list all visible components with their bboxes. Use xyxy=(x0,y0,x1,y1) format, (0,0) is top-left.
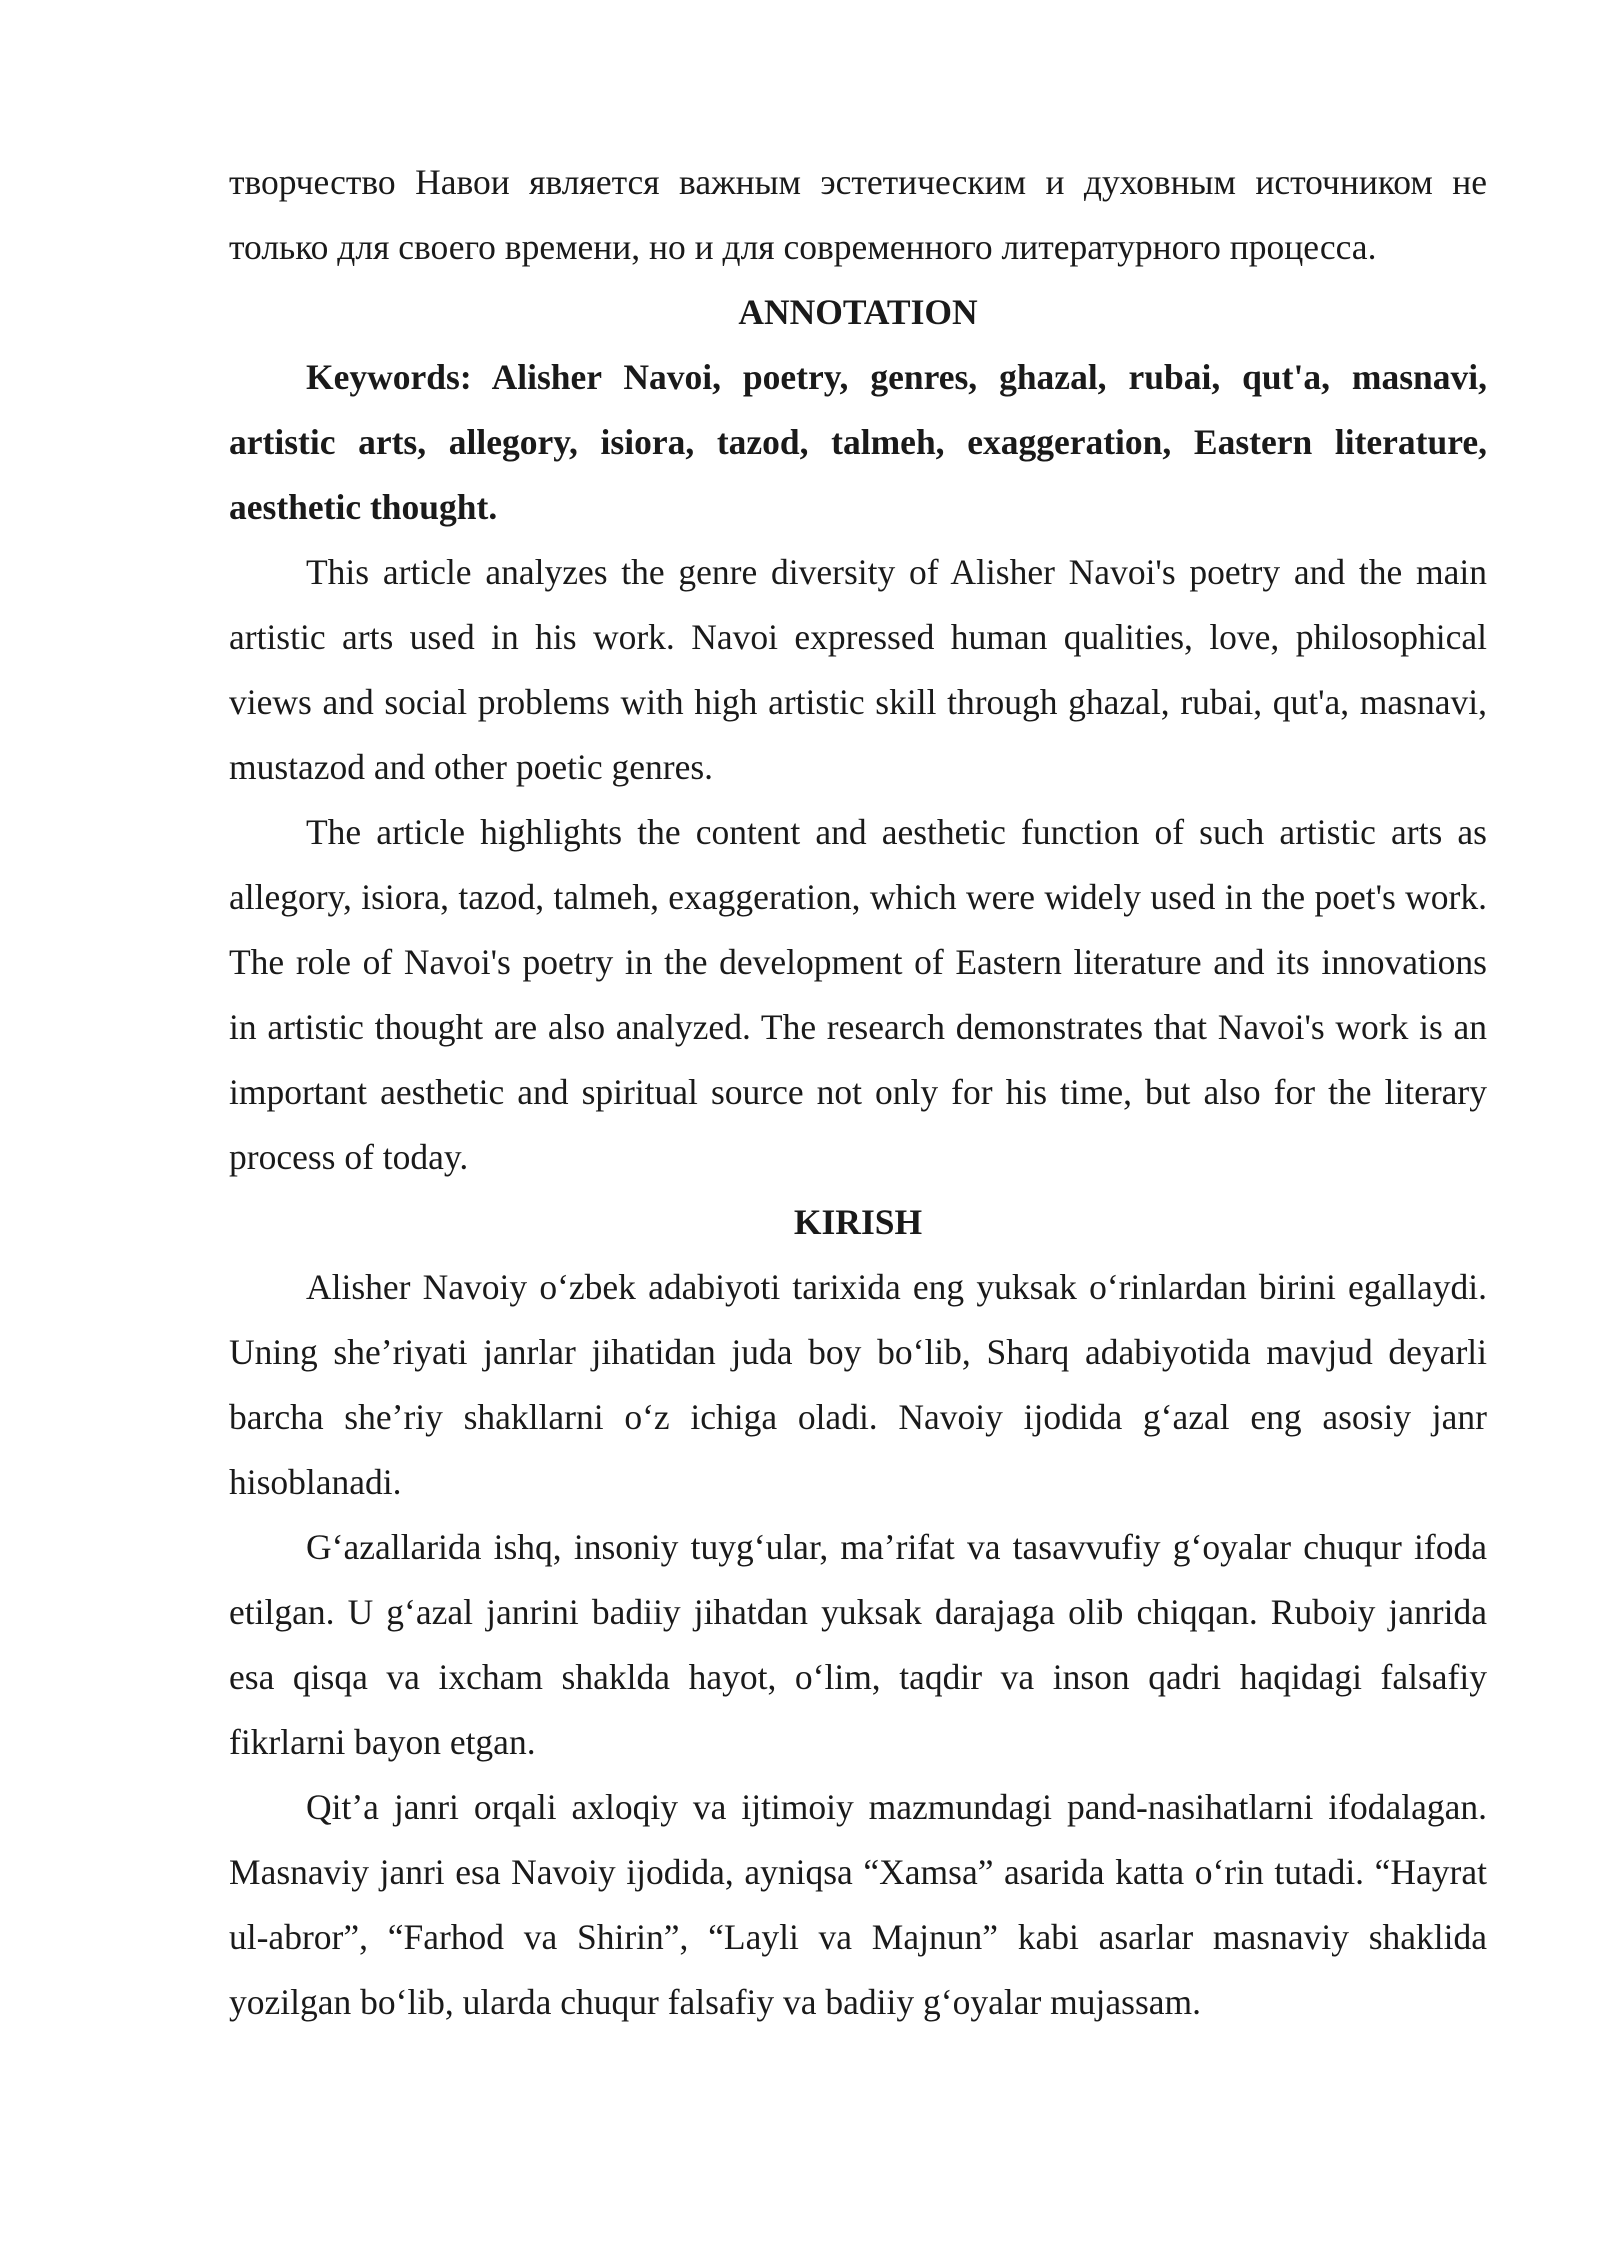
document-page xyxy=(229,150,1487,2035)
annotation-paragraph-2: The article highlights the content and aesthetic function of such artistic arts as allegory, isiora, tazod, talmeh, exaggeration, which were widely used in the poet's work. The role of Navoi's poetry in the development of Eastern literature and its innovations in artistic thought are also analyzed. The research demonstrates that Navoi's work is an important aesthetic and spiritual source not only for his time, but also for the literary process of today. xyxy=(229,812,1487,1177)
annotation-heading: ANNOTATION xyxy=(738,292,978,332)
intro-continuation-paragraph: творчество Навои является важным эстетическим и духовным источником не только для своего времени, но и для современного литературного процесса. xyxy=(229,162,1487,267)
keywords-paragraph: Keywords: Alisher Navoi, poetry, genres, ghazal, rubai, qut'a, masnavi, artistic arts, allegory, isiora, tazod, talmeh, exaggeration, Eastern literature, aesthetic thought. xyxy=(229,357,1487,527)
kirish-heading: KIRISH xyxy=(793,1202,923,1242)
kirish-paragraph-2: Gʻazallarida ishq, insoniy tuygʻular, maʼrifat va tasavvufiy gʻoyalar chuqur ifoda etilgan. U gʻazal janrini badiiy jihatdan yuksak darajaga olib chiqqan. Ruboiy janrida esa qisqa va ixcham shaklda hayot, oʻlim, taqdir va inson qadri haqidagi falsafiy fikrlarni bayon etgan. xyxy=(229,1527,1487,1762)
kirish-paragraph-3: Qitʼa janri orqali axloqiy va ijtimoiy mazmundagi pand-nasihatlarni ifodalagan. Masnaviy janri esa Navoiy ijodida, ayniqsa “Xamsa” asarida katta oʻrin tutadi. “Hayrat ul-abror”, “Farhod va Shirin”, “Layli va Majnun” kabi asarlar masnaviy shaklida yozilgan boʻlib, ularda chuqur falsafiy va badiiy gʻoyalar mujassam. xyxy=(229,1787,1487,2022)
kirish-paragraph-1: Alisher Navoiy oʻzbek adabiyoti tarixida eng yuksak oʻrinlardan birini egallaydi. Uning sheʼriyati janrlar jihatidan juda boy boʻlib, Sharq adabiyotida mavjud deyarli barcha sheʼriy shakllarni oʻz ichiga oladi. Navoiy ijodida gʻazal eng asosiy janr hisoblanadi. xyxy=(229,1267,1487,1502)
annotation-paragraph-1: This article analyzes the genre diversity of Alisher Navoi's poetry and the main artistic arts used in his work. Navoi expressed human qualities, love, philosophical views and social problems with high artistic skill through ghazal, rubai, qut'a, masnavi, mustazod and other poetic genres. xyxy=(229,552,1487,787)
